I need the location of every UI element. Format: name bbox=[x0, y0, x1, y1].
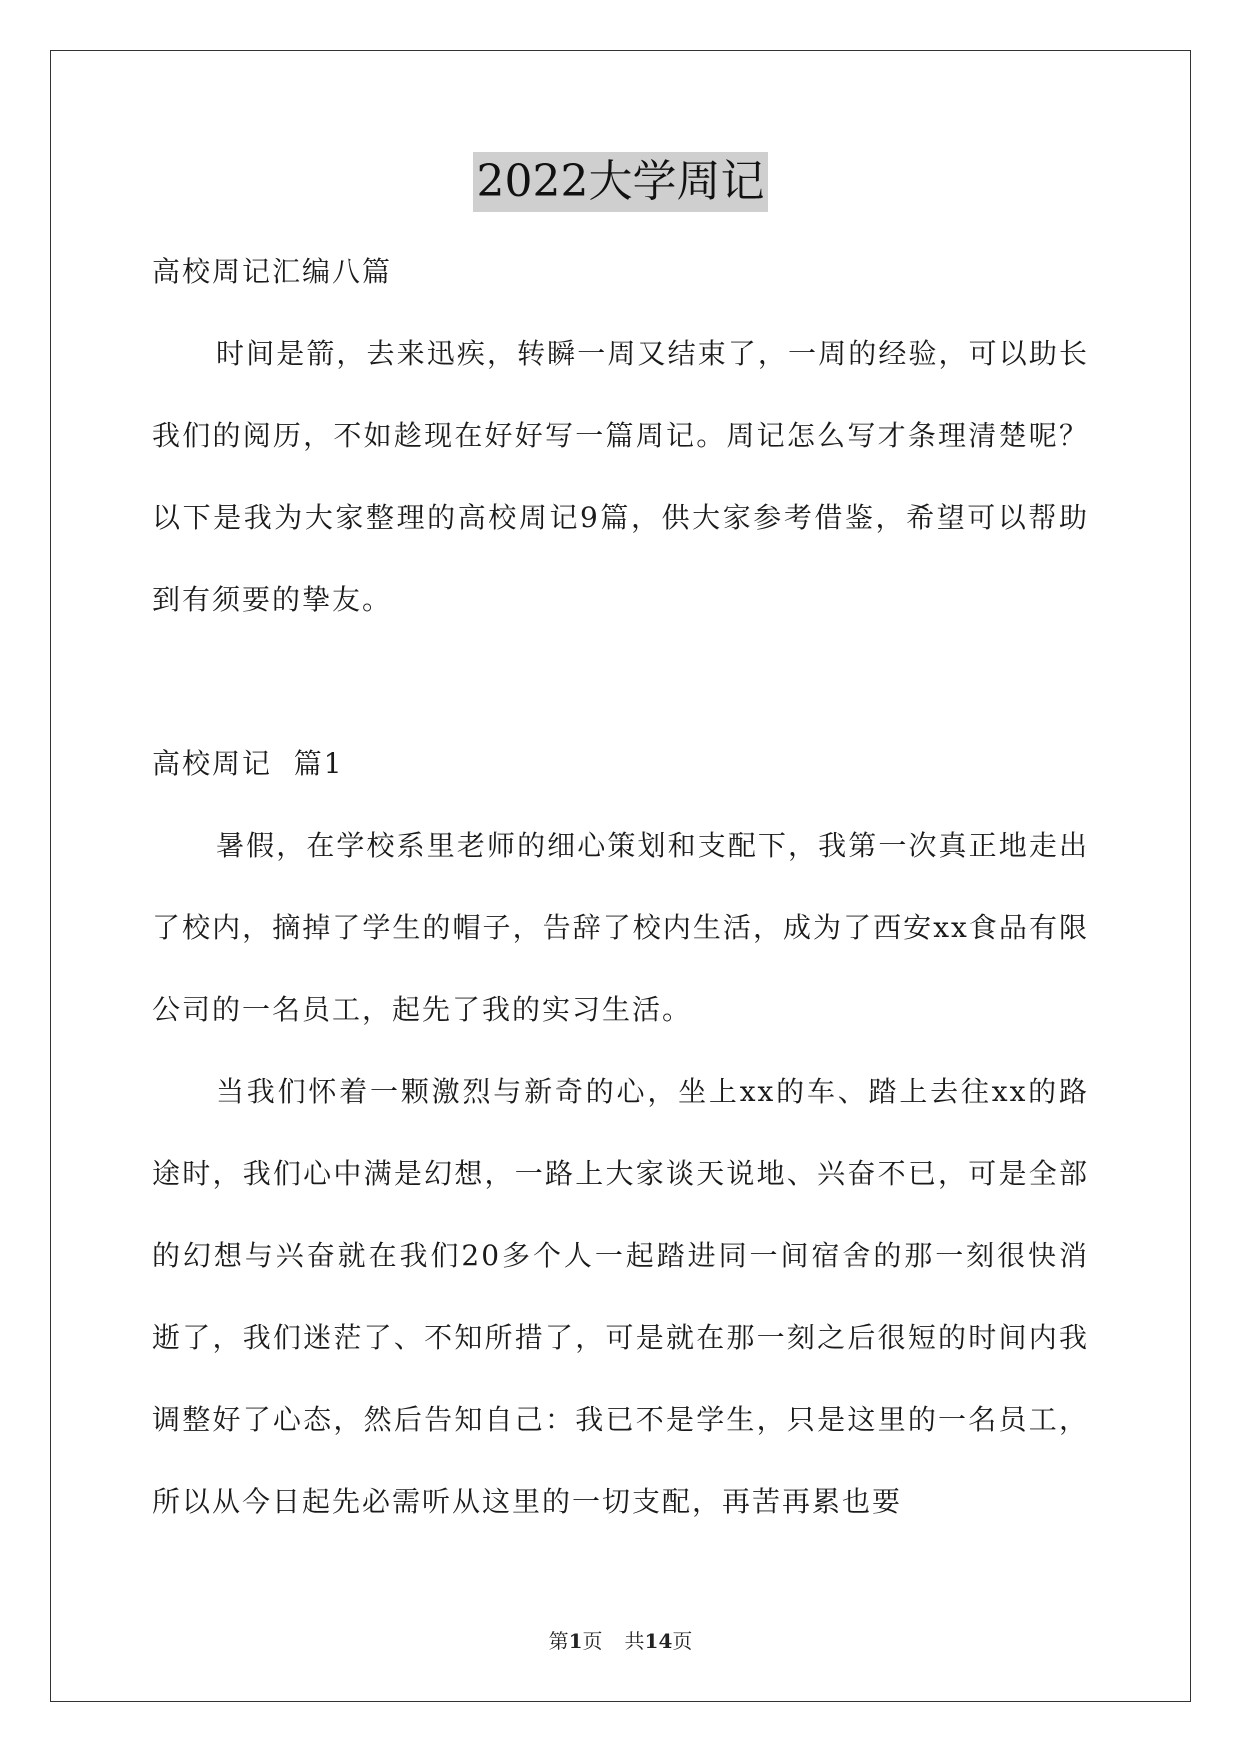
document-title: 2022大学周记 bbox=[473, 152, 769, 212]
page-suffix: 页 bbox=[582, 1629, 603, 1653]
document-body bbox=[152, 231, 1089, 1543]
body-paragraph: 当我们怀着一颗激烈与新奇的心，坐上xx的车、踏上去往xx的路途时，我们心中满是幻想，一路上大家谈天说地、兴奋不已，可是全部的幻想与兴奋就在我们20多个人一起踏进同一间宿舍的那一刻很快消逝了，我们迷茫了、不知所措了，可是就在那一刻之后很短的时间内我调整好了心态，然后告知自己：我已不是学生，只是这里的一名员工，所以从今日起先必需听从这里的一切支配，再苦再累也要 bbox=[152, 1075, 1089, 1518]
page-total: 14 bbox=[644, 1629, 673, 1653]
intro-paragraph: 时间是箭，去来迅疾，转瞬一周又结束了，一周的经验，可以助长我们的阅历，不如趁现在好好写一篇周记。周记怎么写才条理清楚呢？以下是我为大家整理的高校周记9篇，供大家参考借鉴，希望可以帮助到有须要的挚友。 bbox=[152, 337, 1089, 616]
total-prefix: 共 bbox=[624, 1629, 645, 1653]
section-heading: 高校周记 篇1 bbox=[152, 747, 344, 780]
page-prefix: 第 bbox=[548, 1629, 569, 1653]
total-suffix: 页 bbox=[672, 1629, 693, 1653]
body-paragraph: 暑假，在学校系里老师的细心策划和支配下，我第一次真正地走出了校内，摘掉了学生的帽子，告辞了校内生活，成为了西安xx食品有限公司的一名员工，起先了我的实习生活。 bbox=[152, 829, 1089, 1026]
page-footer bbox=[0, 1628, 1241, 1654]
page-current: 1 bbox=[568, 1629, 583, 1653]
title-area bbox=[0, 152, 1241, 212]
document-subtitle: 高校周记汇编八篇 bbox=[152, 255, 393, 288]
